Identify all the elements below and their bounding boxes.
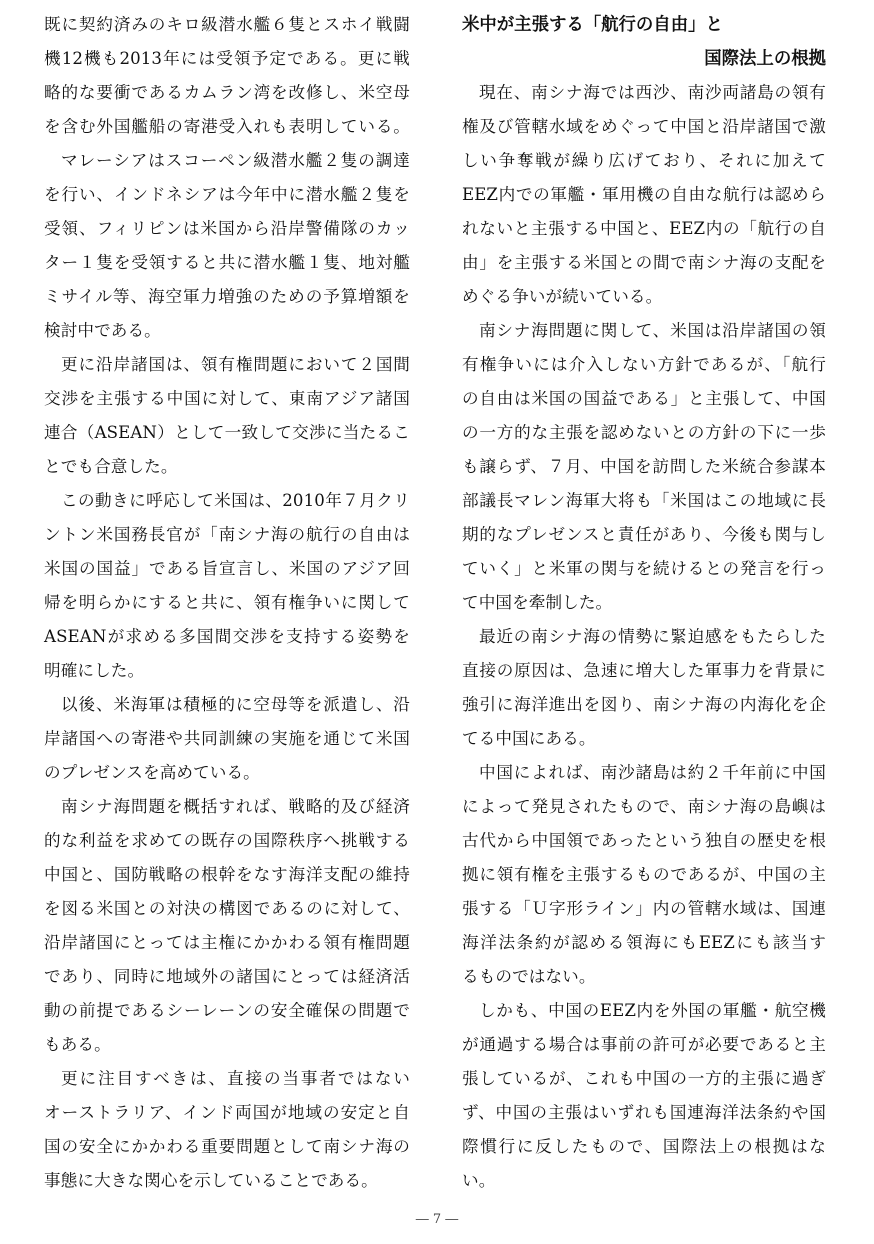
text-line: の一方的な主張を認めないとの方針の下に一歩 bbox=[462, 423, 826, 442]
text-line: 部議長マレン海軍大将も「米国はこの地域に長 bbox=[462, 491, 826, 510]
text-line: 以後、米海軍は積極的に空母等を派遣し、沿 bbox=[61, 695, 410, 714]
text-line: この動きに呼応して米国は、2010年７月クリ bbox=[61, 491, 410, 510]
text-line: 由」を主張する米国との間で南シナ海の支配を bbox=[462, 253, 826, 272]
text-line: であり、同時に地域外の諸国にとっては経済活 bbox=[44, 967, 410, 986]
text-line: を含む外国艦船の寄港受入れも表明している。 bbox=[44, 117, 410, 136]
text-line: 拠に領有権を主張するものであるが、中国の主 bbox=[462, 865, 826, 884]
right-column bbox=[462, 8, 826, 1198]
text-line: 際慣行に反したもので、国際法上の根拠はな bbox=[462, 1137, 826, 1156]
text-line: 岸諸国への寄港や共同訓練の実施を通じて米国 bbox=[44, 729, 410, 748]
text-line: 検討中である。 bbox=[44, 321, 161, 340]
text-line: 中国と、国防戦略の根幹をなす海洋支配の維持 bbox=[44, 865, 410, 884]
text-line: 権及び管轄水域をめぐって中国と沿岸諸国で激 bbox=[462, 117, 826, 136]
text-line: 的な利益を求めての既存の国際秩序へ挑戦する bbox=[44, 831, 410, 850]
text-line: 強引に海洋進出を図り、南シナ海の内海化を企 bbox=[462, 695, 826, 714]
text-line: 交渉を主張する中国に対して、東南アジア諸国 bbox=[44, 389, 410, 408]
text-line: 中国によれば、南沙諸島は約２千年前に中国 bbox=[479, 763, 826, 782]
text-line: ントン米国務長官が「南シナ海の航行の自由は bbox=[44, 525, 410, 544]
text-line: 海洋法条約が認める領海にもEEZにも該当す bbox=[462, 933, 826, 952]
text-line: が通過する場合は事前の許可が必要であると主 bbox=[462, 1035, 826, 1054]
text-line: 沿岸諸国にとっては主権にかかわる領有権問題 bbox=[44, 933, 410, 952]
text-line: ASEANが求める多国間交渉を支持する姿勢を bbox=[44, 627, 410, 646]
text-line: 張しているが、これも中国の一方的主張に過ぎ bbox=[462, 1069, 826, 1088]
text-line: しかも、中国のEEZ内を外国の軍艦・航空機 bbox=[479, 1001, 826, 1020]
text-line: ず、中国の主張はいずれも国連海洋法条約や国 bbox=[462, 1103, 826, 1122]
left-column bbox=[44, 8, 410, 1198]
text-line: 米国の国益」である旨宣言し、米国のアジア回 bbox=[44, 559, 410, 578]
text-line: オーストラリア、インド両国が地域の安定と自 bbox=[44, 1103, 410, 1122]
text-line: 事態に大きな関心を示していることである。 bbox=[44, 1171, 378, 1190]
text-line: とでも合意した。 bbox=[44, 457, 178, 476]
text-line: るものではない。 bbox=[462, 967, 596, 986]
text-line: によって発見されたもので、南シナ海の島嶼は bbox=[462, 797, 826, 816]
text-line: 受領、フィリピンは米国から沿岸警備隊のカッ bbox=[44, 219, 410, 238]
text-line: 張する「Ｕ字形ライン」内の管轄水域は、国連 bbox=[462, 899, 826, 918]
text-line: しい争奪戦が繰り広げており、それに加えて bbox=[462, 151, 826, 170]
text-line: 更に注目すべきは、直接の当事者ではない bbox=[61, 1069, 410, 1088]
text-line: めぐる争いが続いている。 bbox=[462, 287, 663, 306]
text-line: 有権争いには介入しない方針であるが、「航行 bbox=[462, 355, 826, 374]
text-line: 国の安全にかかわる重要問題として南シナ海の bbox=[44, 1137, 410, 1156]
text-line: も譲らず、７月、中国を訪問した米統合参謀本 bbox=[462, 457, 826, 476]
text-line: 南シナ海問題を概括すれば、戦略的及び経済 bbox=[61, 797, 410, 816]
text-line: もある。 bbox=[44, 1035, 111, 1054]
text-line: 更に沿岸諸国は、領有権問題において２国間 bbox=[61, 355, 410, 374]
text-line: EEZ内での軍艦・軍用機の自由な航行は認めら bbox=[462, 185, 826, 204]
text-line: 連合（ASEAN）として一致して交渉に当たるこ bbox=[44, 423, 410, 442]
page-number: ― 7 ― bbox=[415, 1212, 459, 1227]
text-line: て中国を牽制した。 bbox=[462, 593, 613, 612]
text-line: ていく」と米軍の関与を続けるとの発言を行っ bbox=[462, 559, 826, 578]
text-line: のプレゼンスを高めている。 bbox=[44, 763, 260, 782]
section-heading-line-2: 国際法上の根拠 bbox=[704, 49, 826, 69]
text-line: マレーシアはスコーペン級潜水艦２隻の調達 bbox=[61, 151, 410, 170]
text-line: を図る米国との対決の構図であるのに対して、 bbox=[44, 899, 410, 918]
text-line: ミサイル等、海空軍力増強のための予算増額を bbox=[44, 287, 410, 306]
right-column-body bbox=[462, 76, 826, 1198]
text-line: 期的なプレゼンスと責任があり、今後も関与し bbox=[462, 525, 826, 544]
text-line: 直接の原因は、急速に増大した軍事力を背景に bbox=[462, 661, 826, 680]
section-heading-line-1: 米中が主張する「航行の自由」と bbox=[462, 15, 723, 35]
text-line: 既に契約済みのキロ級潜水艦６隻とスホイ戦闘 bbox=[44, 15, 410, 34]
text-line: 機12機も2013年には受領予定である。更に戦 bbox=[44, 49, 410, 68]
text-line: れないと主張する中国と、EEZ内の「航行の自 bbox=[462, 219, 826, 238]
text-line: 現在、南シナ海では西沙、南沙両諸島の領有 bbox=[479, 83, 826, 102]
text-line: ター１隻を受領すると共に潜水艦１隻、地対艦 bbox=[44, 253, 410, 272]
text-line: い。 bbox=[462, 1171, 496, 1190]
text-line: 明確にした。 bbox=[44, 661, 145, 680]
text-line: 南シナ海問題に関して、米国は沿岸諸国の領 bbox=[479, 321, 826, 340]
text-line: 動の前提であるシーレーンの安全確保の問題で bbox=[44, 1001, 410, 1020]
text-line: 略的な要衝であるカムラン湾を改修し、米空母 bbox=[44, 83, 410, 102]
text-line: を行い、インドネシアは今年中に潜水艦２隻を bbox=[44, 185, 410, 204]
text-line: てる中国にある。 bbox=[462, 729, 596, 748]
text-line: 最近の南シナ海の情勢に緊迫感をもたらした bbox=[479, 627, 826, 646]
text-line: 古代から中国領であったという独自の歴史を根 bbox=[462, 831, 826, 850]
text-line: 帰を明らかにすると共に、領有権争いに関して bbox=[44, 593, 410, 612]
text-line: の自由は米国の国益である」と主張して、中国 bbox=[462, 389, 826, 408]
